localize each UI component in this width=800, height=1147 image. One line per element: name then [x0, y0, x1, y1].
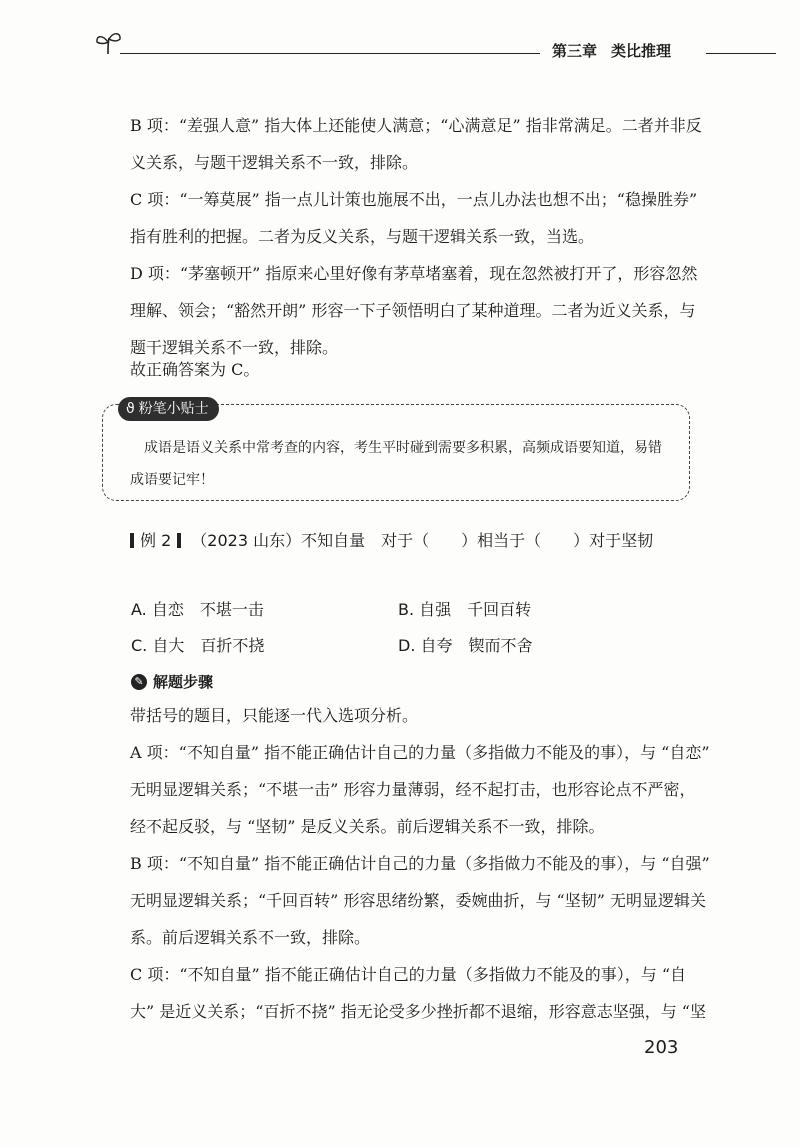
option-b: B. 自强 千回百转 [398, 600, 532, 619]
label-bar-left [130, 533, 134, 548]
solution-a: A 项：“不知自量” 指不能正确估计自己的力量（多指做力不能及的事），与 “自恋” 无明显逻辑关系；“不堪一击” 形容力量薄弱，经不起打击，也形容论点不严密，经不起反驳，与 “坚韧” 是反义关系。前后逻辑关系不一致，排除。 [130, 743, 710, 836]
solution-title: 解题步骤 [153, 673, 214, 691]
tip-tag [118, 397, 219, 421]
chapter-topic: 类比推理 [611, 42, 672, 60]
label-bar-right [177, 533, 181, 548]
solution-intro: 带括号的题目，只能逐一代入选项分析。 [130, 706, 419, 725]
option-c: C. 自大 百折不挠 [131, 636, 265, 655]
page-number: 203 [644, 1037, 679, 1058]
solution-heading [131, 671, 213, 692]
solution-c: C 项：“不知自量” 指不能正确估计自己的力量（多指做力不能及的事），与 “自大” 是近义关系；“百折不挠” 指无论受多少挫折都不退缩，形容意志坚强，与 “坚 [130, 965, 706, 1021]
option-d: D. 自夸 锲而不舍 [398, 636, 533, 655]
option-a: A. 自恋 不堪一击 [131, 600, 264, 619]
example-stem: （2023 山东）不知自量 对于（ ）相当于（ ）对于坚韧 [191, 531, 654, 550]
tip-title: 粉笔小贴士 [138, 401, 209, 417]
header-rule-left [120, 53, 540, 54]
example-label: 例 2 [140, 531, 172, 550]
header-rule-right [706, 53, 776, 54]
solution-b: B 项：“不知自量” 指不能正确估计自己的力量（多指做力不能及的事），与 “自强” 无明显逻辑关系；“千回百转” 形容思绪纷繁，委婉曲折，与 “坚韧” 无明显逻辑关系。前后逻辑关系不一致，排除。 [130, 854, 710, 947]
sprout-icon: ϑ [126, 401, 135, 417]
explanation-d: D 项：“茅塞顿开” 指原来心里好像有茅草堵塞着，现在忽然被打开了，形容忽然理解、领会；“豁然开朗” 形容一下子领悟明白了某种道理。二者为近义关系，与题干逻辑关系不一致，排除。 [130, 264, 698, 357]
chapter-heading [552, 40, 685, 61]
example-question [130, 522, 690, 559]
explanation-b: B 项：“差强人意” 指大体上还能使人满意；“心满意足” 指非常满足。二者并非反义关系，与题干逻辑关系不一致，排除。 [130, 116, 702, 172]
answer-line: 故正确答案为 C。 [130, 360, 260, 379]
solution-steps-icon: ✎ [131, 674, 147, 690]
chapter-number: 第三章 [552, 42, 598, 60]
explanation-c: C 项：“一筹莫展” 指一点儿计策也施展不出，一点儿办法也想不出；“稳操胜券” 指有胜利的把握。二者为反义关系，与题干逻辑关系一致，当选。 [130, 190, 698, 246]
tip-text: 成语是语义关系中常考查的内容，考生平时碰到需要多积累，高频成语要知道，易错成语要记牢！ [130, 440, 662, 488]
